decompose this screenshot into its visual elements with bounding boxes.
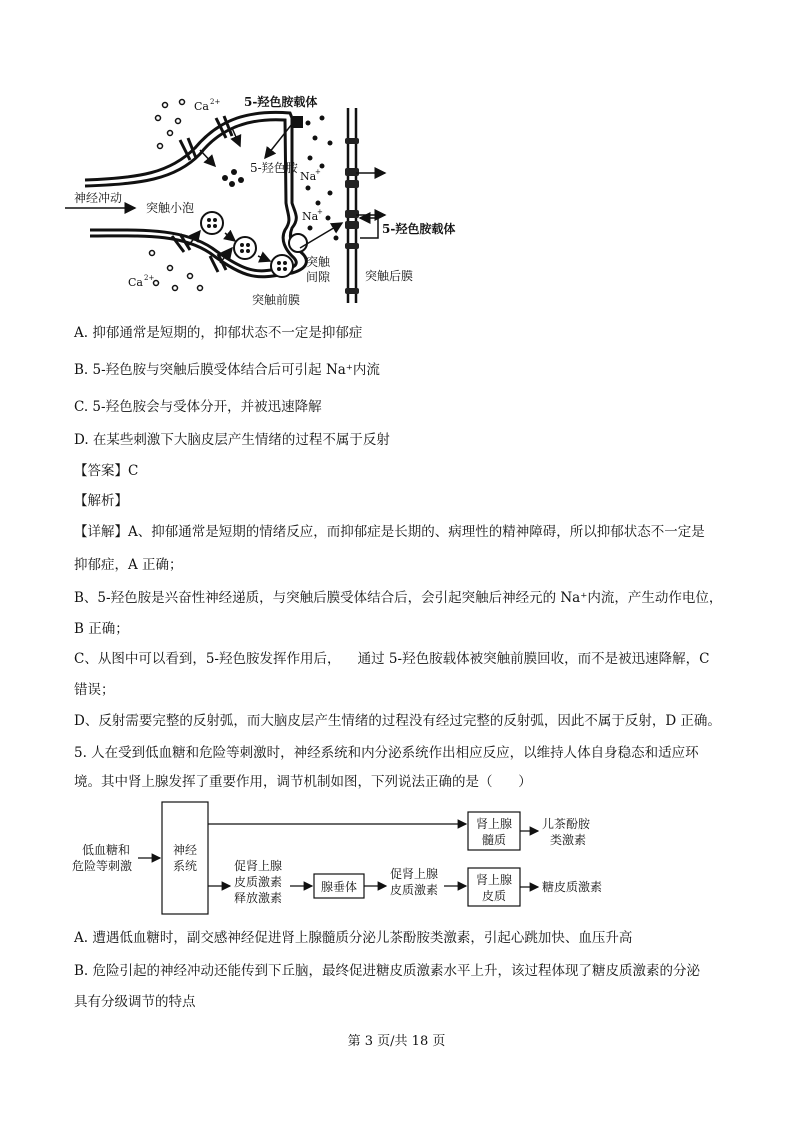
- label-ca-bottom: Ca: [128, 276, 143, 289]
- q5-stem-1: 5. 人在受到低血糖和危险等刺激时，神经系统和内分泌系统作出相应反应，以维持人体自身稳态和适应环: [74, 745, 699, 761]
- label-crh-3: 释放激素: [234, 891, 283, 905]
- label-cleft-2: 间隙: [306, 270, 331, 284]
- label-cleft-1: 突触: [306, 255, 331, 269]
- label-glucocorticoid: 糖皮质激素: [542, 880, 603, 894]
- q4-detail-3b: 错误；: [74, 682, 115, 698]
- label-cortex-1: 肾上腺: [476, 873, 513, 887]
- label-na2-sup: +: [317, 208, 323, 216]
- label-ca-top: Ca: [194, 100, 209, 113]
- label-ca-top-sup: 2+: [210, 98, 221, 106]
- label-na1: Na: [300, 170, 317, 183]
- label-catechol-2: 类激素: [550, 833, 587, 847]
- label-acth-2: 皮质激素: [390, 883, 439, 897]
- q4-option-c: C. 5-羟色胺会与受体分开，并被迅速降解: [74, 399, 322, 415]
- label-postsynaptic: 突触后膜: [365, 269, 414, 283]
- q5-option-a: A. 遭遇低血糖时，副交感神经促进肾上腺髓质分泌儿茶酚胺类激素，引起心跳加快、血压升高: [74, 930, 633, 946]
- label-medulla-1: 肾上腺: [476, 817, 513, 831]
- serotonin-molecules: [222, 116, 339, 241]
- q5-option-b-line1: B. 危险引起的神经冲动还能传到下丘脑，最终促进糖皮质激素水平上升，该过程体现了糖皮质激素的分泌: [74, 963, 701, 979]
- q4-detail-4: D、反射需要完整的反射弧，而大脑皮层产生情绪的过程没有经过完整的反射弧，因此不属于反射，D 正确。: [74, 713, 721, 729]
- q4-detail-3a: C、从图中可以看到，5-羟色胺发挥作用后， 通过 5-羟色胺载体被突触前膜回收，而不是被迅速降解，C: [74, 651, 710, 667]
- label-ca-bottom-sup: 2+: [144, 274, 155, 282]
- q4-detail-1b: 抑郁症，A 正确；: [74, 557, 183, 573]
- regulation-flowchart: [70, 798, 630, 920]
- q4-detail-1a: 【详解】A、抑郁通常是短期的情绪反应，而抑郁症是长期的、病理性的精神障碍，所以抑郁状态不一定是: [74, 524, 705, 540]
- label-acth-1: 促肾上腺: [390, 867, 439, 881]
- q5-option-b-line2: 具有分级调节的特点: [74, 994, 196, 1010]
- label-cortex-2: 皮质: [482, 889, 507, 903]
- q4-answer: 【答案】C: [74, 463, 139, 479]
- q5-stem-2: 境。其中肾上腺发挥了重要作用，调节机制如图，下列说法正确的是（ ）: [74, 774, 532, 790]
- label-nerve-impulse: 神经冲动: [74, 191, 123, 205]
- label-vesicle: 突触小泡: [146, 201, 195, 215]
- label-transporter-right: 5-羟色胺载体: [382, 222, 456, 236]
- label-medulla-2: 髓质: [482, 833, 507, 847]
- q4-option-b: B. 5-羟色胺与突触后膜受体结合后可引起 Na⁺内流: [74, 362, 380, 378]
- label-pituitary: 腺垂体: [321, 880, 358, 894]
- postsynaptic-membrane-shape: [348, 108, 356, 303]
- label-crh-2: 皮质激素: [234, 875, 283, 889]
- q4-option-d: D. 在某些刺激下大脑皮层产生情绪的过程不属于反射: [74, 432, 390, 448]
- label-nervous-1: 神经: [173, 843, 198, 857]
- label-catechol-1: 儿茶酚胺: [542, 817, 591, 831]
- transporter-top: [293, 116, 303, 128]
- q4-detail-2a: B、5-羟色胺是兴奋性神经递质，与突触后膜受体结合后，会引起突触后神经元的 Na⁺内流，产生动作电位，: [74, 590, 723, 606]
- label-crh-1: 促肾上腺: [234, 859, 283, 873]
- label-presynaptic: 突触前膜: [252, 293, 301, 307]
- q4-detail-2b: B 正确；: [74, 621, 129, 637]
- label-na1-sup: +: [315, 168, 321, 176]
- label-serotonin: 5-羟色胺: [250, 161, 298, 175]
- label-stimulus-2: 危险等刺激: [72, 859, 133, 873]
- box-nervous-system: [162, 802, 208, 914]
- q4-option-a: A. 抑郁通常是短期的，抑郁状态不一定是抑郁症: [74, 325, 363, 341]
- synapse-diagram: [60, 88, 480, 318]
- label-na2: Na: [302, 210, 319, 223]
- label-transporter-top: 5-羟色胺载体: [244, 95, 318, 109]
- calcium-ions: [150, 100, 203, 291]
- label-stimulus-1: 低血糖和: [82, 843, 131, 857]
- page-footer: 第 3 页/共 18 页: [347, 1034, 446, 1049]
- q4-analysis-title: 【解析】: [74, 493, 128, 509]
- label-nervous-2: 系统: [173, 859, 198, 873]
